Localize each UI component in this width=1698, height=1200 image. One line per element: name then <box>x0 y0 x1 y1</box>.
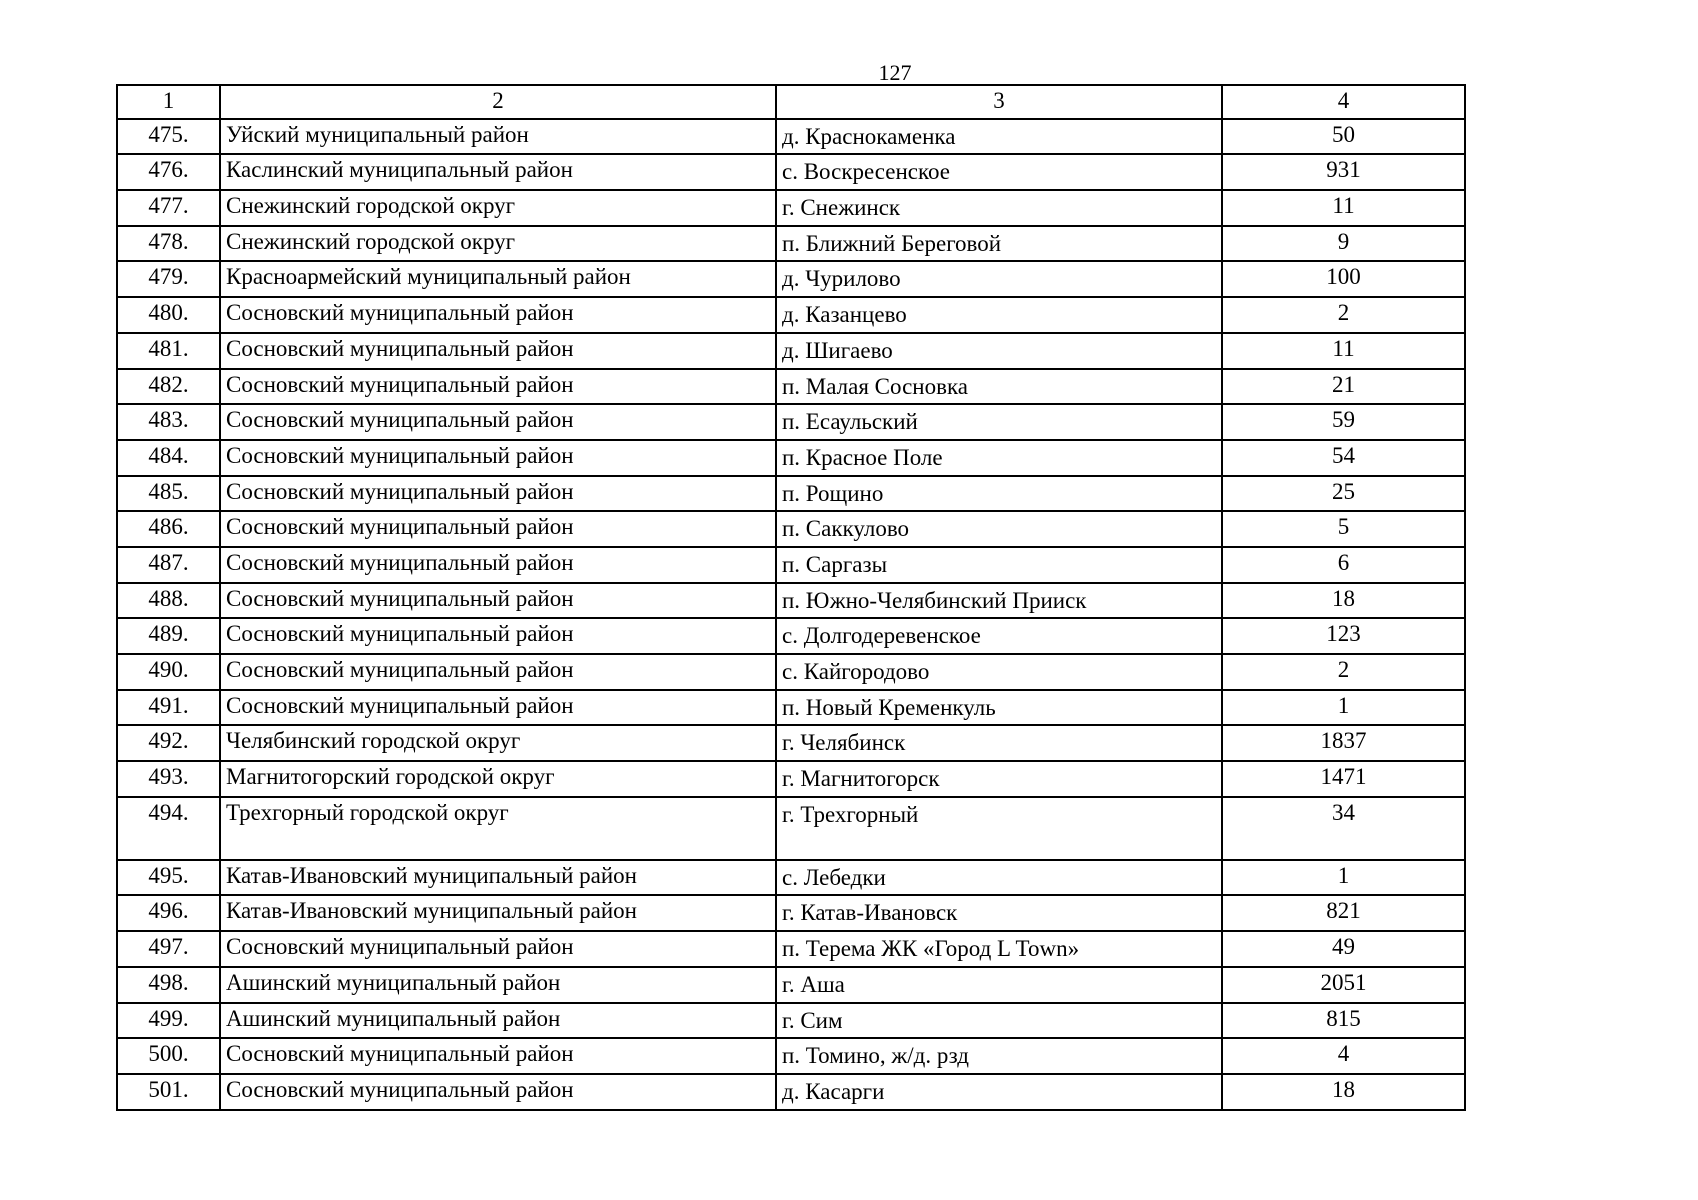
column-header: 2 <box>220 85 776 119</box>
district-cell: Сосновский муниципальный район <box>220 583 776 619</box>
row-number-cell: 496. <box>117 895 220 931</box>
row-number-cell: 497. <box>117 931 220 967</box>
table-row <box>117 931 1465 967</box>
settlement-cell: г. Сим <box>776 1003 1222 1039</box>
row-number-cell: 492. <box>117 725 220 761</box>
quantity-cell: 1471 <box>1222 761 1465 797</box>
table-row <box>117 583 1465 619</box>
table-row <box>117 440 1465 476</box>
quantity-cell: 931 <box>1222 154 1465 190</box>
row-number-cell: 479. <box>117 261 220 297</box>
row-number-cell: 494. <box>117 797 220 860</box>
district-cell: Сосновский муниципальный район <box>220 1074 776 1110</box>
quantity-cell: 11 <box>1222 333 1465 369</box>
quantity-cell: 34 <box>1222 797 1465 860</box>
district-cell: Трехгорный городской округ <box>220 797 776 860</box>
column-header: 4 <box>1222 85 1465 119</box>
quantity-cell: 2 <box>1222 654 1465 690</box>
quantity-cell: 100 <box>1222 261 1465 297</box>
district-cell: Каслинский муниципальный район <box>220 154 776 190</box>
row-number-cell: 499. <box>117 1003 220 1039</box>
district-cell: Катав-Ивановский муниципальный район <box>220 895 776 931</box>
settlement-cell: г. Челябинск <box>776 725 1222 761</box>
quantity-cell: 9 <box>1222 226 1465 262</box>
settlement-cell: г. Снежинск <box>776 190 1222 226</box>
quantity-cell: 2051 <box>1222 967 1465 1003</box>
quantity-cell: 1 <box>1222 690 1465 726</box>
table-row <box>117 725 1465 761</box>
table-row <box>117 967 1465 1003</box>
settlement-cell: г. Аша <box>776 967 1222 1003</box>
quantity-cell: 821 <box>1222 895 1465 931</box>
settlement-cell: п. Саргазы <box>776 547 1222 583</box>
settlement-cell: г. Магнитогорск <box>776 761 1222 797</box>
table-row <box>117 511 1465 547</box>
table-row <box>117 297 1465 333</box>
settlement-cell: д. Казанцево <box>776 297 1222 333</box>
settlement-cell: п. Ближний Береговой <box>776 226 1222 262</box>
district-cell: Челябинский городской округ <box>220 725 776 761</box>
settlement-cell: д. Краснокаменка <box>776 119 1222 155</box>
page-number: 127 <box>878 60 912 85</box>
row-number-cell: 500. <box>117 1038 220 1074</box>
settlement-cell: д. Касарги <box>776 1074 1222 1110</box>
table-row <box>117 119 1465 155</box>
row-number-cell: 486. <box>117 511 220 547</box>
district-cell: Сосновский муниципальный район <box>220 511 776 547</box>
row-number-cell: 489. <box>117 618 220 654</box>
row-number-cell: 477. <box>117 190 220 226</box>
settlement-cell: п. Есаульский <box>776 404 1222 440</box>
table-row <box>117 154 1465 190</box>
row-number-cell: 480. <box>117 297 220 333</box>
settlement-cell: г. Трехгорный <box>776 797 1222 860</box>
settlement-cell: с. Долгодеревенское <box>776 618 1222 654</box>
row-number-cell: 495. <box>117 860 220 896</box>
table-row <box>117 1074 1465 1110</box>
district-cell: Сосновский муниципальный район <box>220 931 776 967</box>
row-number-cell: 485. <box>117 476 220 512</box>
quantity-cell: 815 <box>1222 1003 1465 1039</box>
row-number-cell: 484. <box>117 440 220 476</box>
row-number-cell: 498. <box>117 967 220 1003</box>
table-row <box>117 333 1465 369</box>
district-cell: Уйский муниципальный район <box>220 119 776 155</box>
table-row <box>117 797 1465 860</box>
settlement-cell: п. Томино, ж/д. рзд <box>776 1038 1222 1074</box>
settlement-cell: п. Саккулово <box>776 511 1222 547</box>
quantity-cell: 1837 <box>1222 725 1465 761</box>
settlement-cell: д. Шигаево <box>776 333 1222 369</box>
district-cell: Снежинский городской округ <box>220 190 776 226</box>
quantity-cell: 25 <box>1222 476 1465 512</box>
column-header: 3 <box>776 85 1222 119</box>
district-cell: Сосновский муниципальный район <box>220 690 776 726</box>
quantity-cell: 18 <box>1222 583 1465 619</box>
settlement-cell: п. Малая Сосновка <box>776 369 1222 405</box>
quantity-cell: 18 <box>1222 1074 1465 1110</box>
table-row <box>117 226 1465 262</box>
settlement-cell: г. Катав-Ивановск <box>776 895 1222 931</box>
district-cell: Сосновский муниципальный район <box>220 440 776 476</box>
district-cell: Сосновский муниципальный район <box>220 404 776 440</box>
quantity-cell: 59 <box>1222 404 1465 440</box>
district-cell: Сосновский муниципальный район <box>220 654 776 690</box>
table-row <box>117 761 1465 797</box>
row-number-cell: 478. <box>117 226 220 262</box>
settlement-cell: п. Южно-Челябинский Прииск <box>776 583 1222 619</box>
quantity-cell: 54 <box>1222 440 1465 476</box>
settlements-table <box>116 84 1466 1111</box>
settlement-cell: п. Рощино <box>776 476 1222 512</box>
district-cell: Ашинский муниципальный район <box>220 967 776 1003</box>
row-number-cell: 476. <box>117 154 220 190</box>
district-cell: Снежинский городской округ <box>220 226 776 262</box>
quantity-cell: 2 <box>1222 297 1465 333</box>
settlement-cell: с. Лебедки <box>776 860 1222 896</box>
district-cell: Красноармейский муниципальный район <box>220 261 776 297</box>
settlement-cell: п. Терема ЖК «Город L Town» <box>776 931 1222 967</box>
row-number-cell: 475. <box>117 119 220 155</box>
row-number-cell: 491. <box>117 690 220 726</box>
district-cell: Сосновский муниципальный район <box>220 618 776 654</box>
quantity-cell: 50 <box>1222 119 1465 155</box>
table-row <box>117 1003 1465 1039</box>
district-cell: Магнитогорский городской округ <box>220 761 776 797</box>
table-header-row <box>117 85 1465 119</box>
settlement-cell: п. Новый Кременкуль <box>776 690 1222 726</box>
table-row <box>117 618 1465 654</box>
row-number-cell: 501. <box>117 1074 220 1110</box>
settlement-cell: д. Чурилово <box>776 261 1222 297</box>
district-cell: Сосновский муниципальный район <box>220 476 776 512</box>
table-row <box>117 895 1465 931</box>
table-body <box>117 85 1465 1110</box>
quantity-cell: 21 <box>1222 369 1465 405</box>
quantity-cell: 11 <box>1222 190 1465 226</box>
quantity-cell: 5 <box>1222 511 1465 547</box>
district-cell: Сосновский муниципальный район <box>220 333 776 369</box>
district-cell: Ашинский муниципальный район <box>220 1003 776 1039</box>
table-row <box>117 190 1465 226</box>
quantity-cell: 123 <box>1222 618 1465 654</box>
row-number-cell: 488. <box>117 583 220 619</box>
table-row <box>117 654 1465 690</box>
district-cell: Катав-Ивановский муниципальный район <box>220 860 776 896</box>
settlement-cell: с. Воскресенское <box>776 154 1222 190</box>
table-row <box>117 404 1465 440</box>
row-number-cell: 490. <box>117 654 220 690</box>
district-cell: Сосновский муниципальный район <box>220 1038 776 1074</box>
row-number-cell: 487. <box>117 547 220 583</box>
table-row <box>117 547 1465 583</box>
table-row <box>117 476 1465 512</box>
quantity-cell: 1 <box>1222 860 1465 896</box>
row-number-cell: 481. <box>117 333 220 369</box>
row-number-cell: 493. <box>117 761 220 797</box>
table-row <box>117 369 1465 405</box>
table-row <box>117 860 1465 896</box>
settlement-cell: с. Кайгородово <box>776 654 1222 690</box>
column-header: 1 <box>117 85 220 119</box>
quantity-cell: 49 <box>1222 931 1465 967</box>
table-row <box>117 1038 1465 1074</box>
table-row <box>117 261 1465 297</box>
table-row <box>117 690 1465 726</box>
district-cell: Сосновский муниципальный район <box>220 297 776 333</box>
quantity-cell: 4 <box>1222 1038 1465 1074</box>
row-number-cell: 482. <box>117 369 220 405</box>
district-cell: Сосновский муниципальный район <box>220 547 776 583</box>
row-number-cell: 483. <box>117 404 220 440</box>
settlement-cell: п. Красное Поле <box>776 440 1222 476</box>
district-cell: Сосновский муниципальный район <box>220 369 776 405</box>
quantity-cell: 6 <box>1222 547 1465 583</box>
